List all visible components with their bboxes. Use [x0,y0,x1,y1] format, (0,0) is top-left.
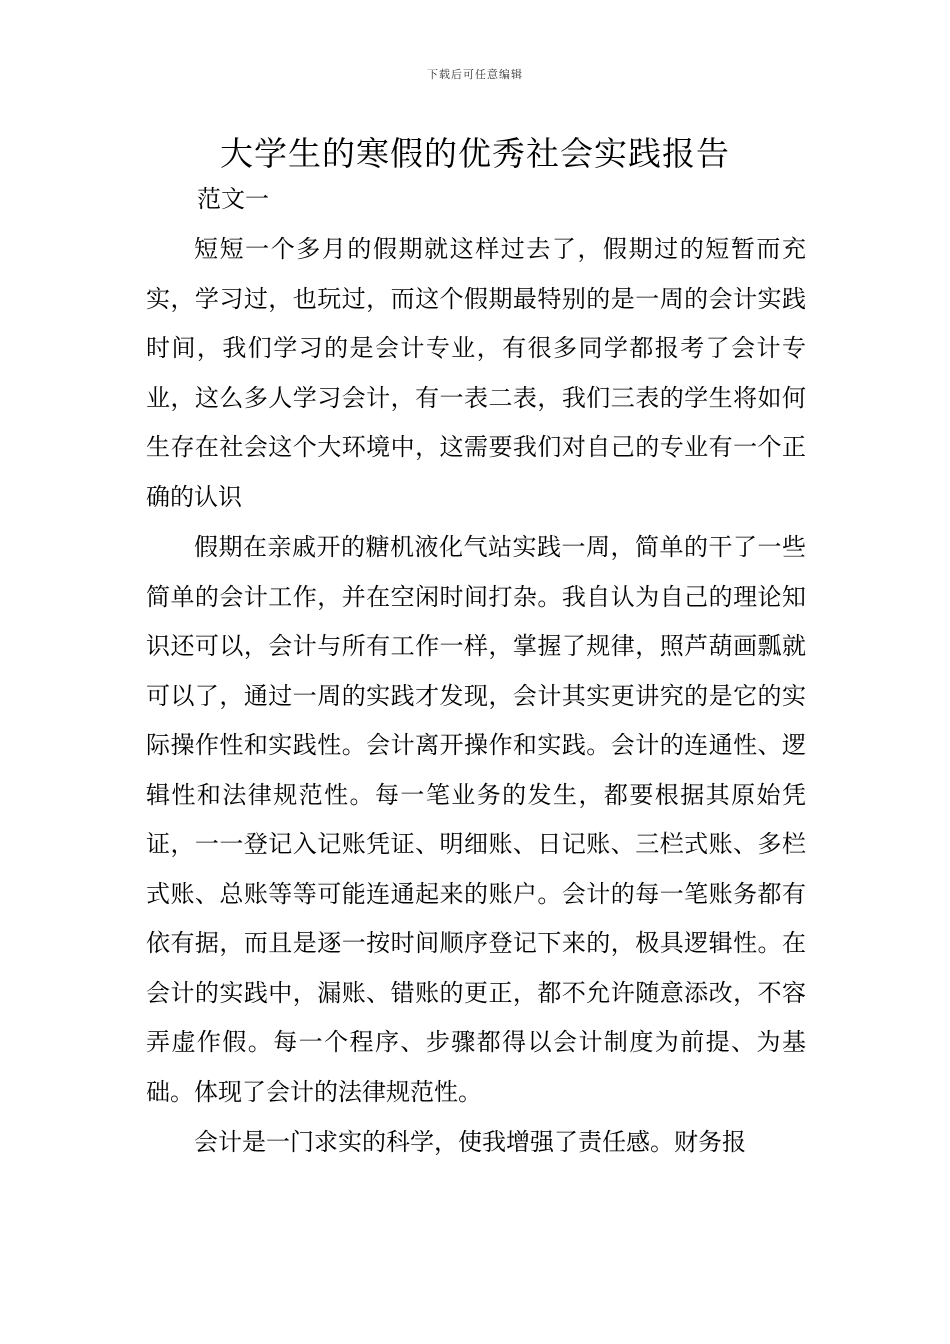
document-title: 大学生的寒假的优秀社会实践报告 [220,134,730,173]
paragraph-3: 会计是一门求实的科学，使我增强了责任感。财务报 [194,1128,746,1156]
paragraph-1: 短短一个多月的假期就这样过去了，假期过的短暂而充实，学习过，也玩过，而这个假期最特别的是一周的会计实践时间，我们学习的是会计专业，有很多同学都报考了会计专业，这么多人学习会计，有一表二表，我们三表的学生将如何生存在社会这个大环境中，这需要我们对自己的专业有一个正确的认识 [146,235,806,511]
paragraph-2: 假期在亲戚开的糖机液化气站实践一周，简单的干了一些简单的会计工作，并在空闲时间打杂。我自认为自己的理论知识还可以，会计与所有工作一样，掌握了规律，照芦葫画瓢就可以了，通过一周的实践才发现，会计其实更讲究的是它的实际操作性和实践性。会计离开操作和实践。会计的连通性、逻辑性和法律规范性。每一笔业务的发生，都要根据其原始凭证，一一登记入记账凭证、明细账、日记账、三栏式账、多栏式账、总账等等可能连通起来的账户。会计的每一笔账务都有依有据，而且是逐一按时间顺序登记下来的，极具逻辑性。在会计的实践中，漏账、错账的更正，都不允许随意添改，不容弄虚作假。每一个程序、步骤都得以会计制度为前提、为基础。体现了会计的法律规范性。 [146,533,806,1106]
section-label: 范文一 [197,185,269,213]
document-body [146,225,806,1168]
page-header-note: 下载后可任意编辑 [427,68,523,81]
